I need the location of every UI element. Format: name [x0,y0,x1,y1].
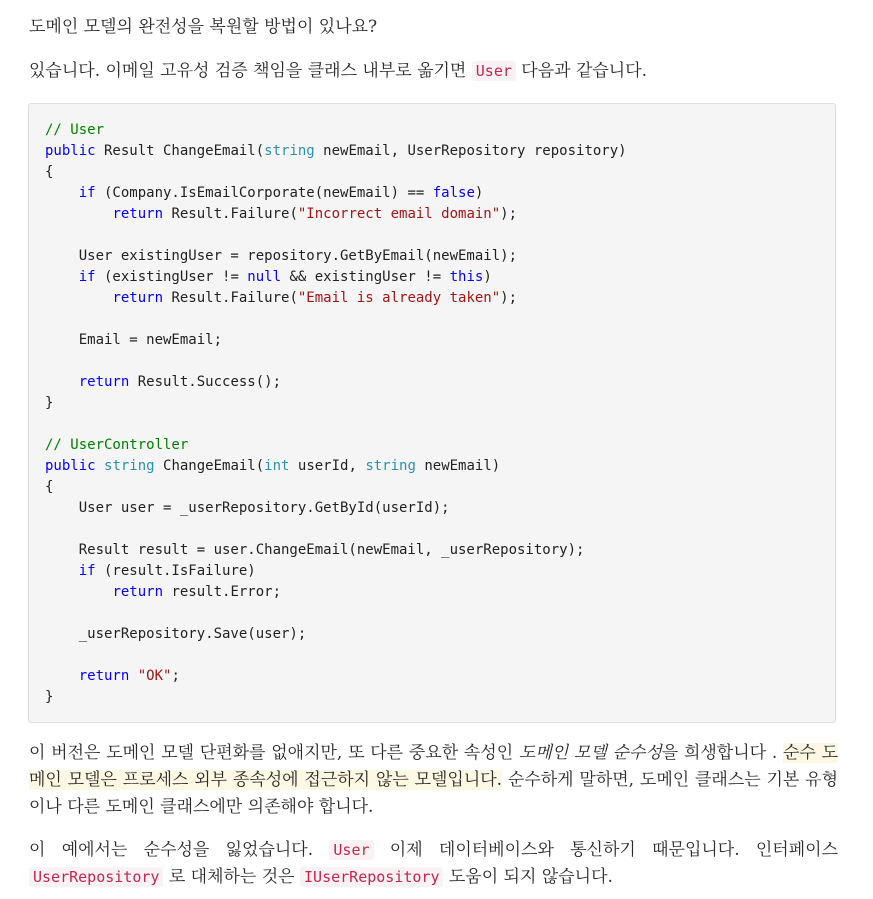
code-string: "OK" [137,668,172,684]
code-text: ) [474,185,484,201]
code-keyword: return [112,290,164,306]
code-text [45,374,79,390]
code-text [96,458,104,474]
code-text: } [45,395,54,411]
code-line [45,183,627,204]
code-line [45,666,627,687]
code-text [45,563,79,579]
code-text [45,584,112,600]
code-text: result.Error; [163,584,282,600]
code-line [45,519,627,540]
inline-code-user: User [472,61,516,81]
code-line [45,603,627,624]
inline-code-user-2: User [329,840,373,860]
lost-purity-text-1: 이 예에서는 순수성을 잃었습니다. [29,840,330,860]
code-text: _userRepository.Save(user); [45,626,307,642]
code-line [45,582,627,603]
code-line [45,456,627,477]
answer-intro-text-before: 있습니다. 이메일 고유성 검증 책임을 클래스 내부로 옮기면 [29,61,472,81]
code-block [28,103,836,723]
code-line [45,288,627,309]
code-text: ; [171,668,180,684]
code-text: newEmail, UserRepository repository) [314,143,627,159]
code-keyword: return [112,206,164,222]
code-text [45,290,112,306]
code-text [45,185,79,201]
purity-emphasis: 도메인 모델 순수성 [518,743,662,763]
code-line [45,561,627,582]
code-line [45,414,627,435]
lost-purity-text-4: 도움이 되지 않습니다. [443,867,613,887]
code-line [45,372,627,393]
code-keyword: return [78,668,130,684]
code-line [45,267,627,288]
code-text: Result result = user.ChangeEmail(newEmail, _userRepository); [45,542,585,558]
code-line [45,435,627,456]
code-keyword: false [432,185,475,201]
code-text: ); [500,290,518,306]
code-keyword: if [78,563,96,579]
code-line [45,330,627,351]
code-text: ChangeEmail( [154,458,265,474]
code-listing [45,120,627,708]
code-comment: // User [45,122,105,138]
code-text: Result ChangeEmail( [95,143,265,159]
code-keyword: this [449,269,484,285]
purity-paragraph [29,740,838,821]
code-line [45,309,627,330]
code-text: (existingUser != [95,269,248,285]
code-line [45,351,627,372]
purity-text-3: 순수하게 말하면, 도메인 클래스는 기본 유형이나 다른 도메인 클래스에만 의존해야 합니다. [29,770,838,817]
code-keyword: if [78,185,96,201]
code-line [45,393,627,414]
code-text: (Company.IsEmailCorporate(newEmail) == [95,185,433,201]
question-heading: 도메인 모델의 완전성을 복원할 방법이 있나요? [29,17,378,37]
code-text: User existingUser = repository.GetByEmail(newEmail); [45,248,518,264]
code-comment: // UserController [45,437,189,453]
lost-purity-text-3: 로 대체하는 것은 [163,867,301,887]
code-text [45,269,79,285]
inline-code-user-repository: UserRepository [29,867,163,887]
code-text: Result.Failure( [163,206,298,222]
code-keyword: if [78,269,96,285]
code-line [45,540,627,561]
code-type: string [264,143,315,159]
code-line [45,687,627,708]
code-line [45,120,627,141]
code-string: "Incorrect email domain" [297,206,501,222]
lost-purity-text-2: 이제 데이터베이스와 통신하기 때문입니다. 인터페이스 [373,840,838,860]
code-keyword: public [45,458,96,474]
code-text: Result.Success(); [129,374,282,390]
code-keyword: public [45,143,96,159]
purity-text-1: 이 버전은 도메인 모델 단편화를 없애지만, 또 다른 중요한 속성인 [29,743,519,763]
code-keyword: null [247,269,282,285]
answer-intro [29,58,838,85]
code-text [129,668,137,684]
code-text: ); [500,206,518,222]
purity-highlight: 순수 도메인 모델은 프로세스 외부 종속성에 접근하지 않는 모델입니다. [29,743,839,790]
code-text: && existingUser != [281,269,450,285]
code-type: string [104,458,155,474]
code-string: "Email is already taken" [297,290,501,306]
code-text: { [45,479,54,495]
code-line [45,162,627,183]
code-line [45,141,627,162]
answer-intro-text-after: 다음과 같습니다. [515,61,648,81]
code-type: int [264,458,290,474]
code-text: { [45,164,54,180]
code-line [45,645,627,666]
code-text: } [45,689,54,705]
code-text: Result.Failure( [163,290,298,306]
code-line [45,624,627,645]
code-text: ) [483,269,492,285]
code-line [45,225,627,246]
code-line [45,246,627,267]
code-keyword: return [78,374,130,390]
code-keyword: return [112,584,164,600]
code-line [45,477,627,498]
code-line [45,498,627,519]
code-text [45,668,79,684]
code-text: User user = _userRepository.GetById(userId); [45,500,450,516]
code-text: newEmail) [415,458,501,474]
code-text [45,206,112,222]
lost-purity-paragraph [29,837,838,891]
code-line [45,204,627,225]
code-type: string [365,458,416,474]
code-text: (result.IsFailure) [95,563,256,579]
inline-code-iuser-repository: IUserRepository [300,867,443,887]
code-text: Email = newEmail; [45,332,223,348]
code-text: userId, [289,458,366,474]
purity-text-2: 을 희생합니다 . [661,743,778,763]
